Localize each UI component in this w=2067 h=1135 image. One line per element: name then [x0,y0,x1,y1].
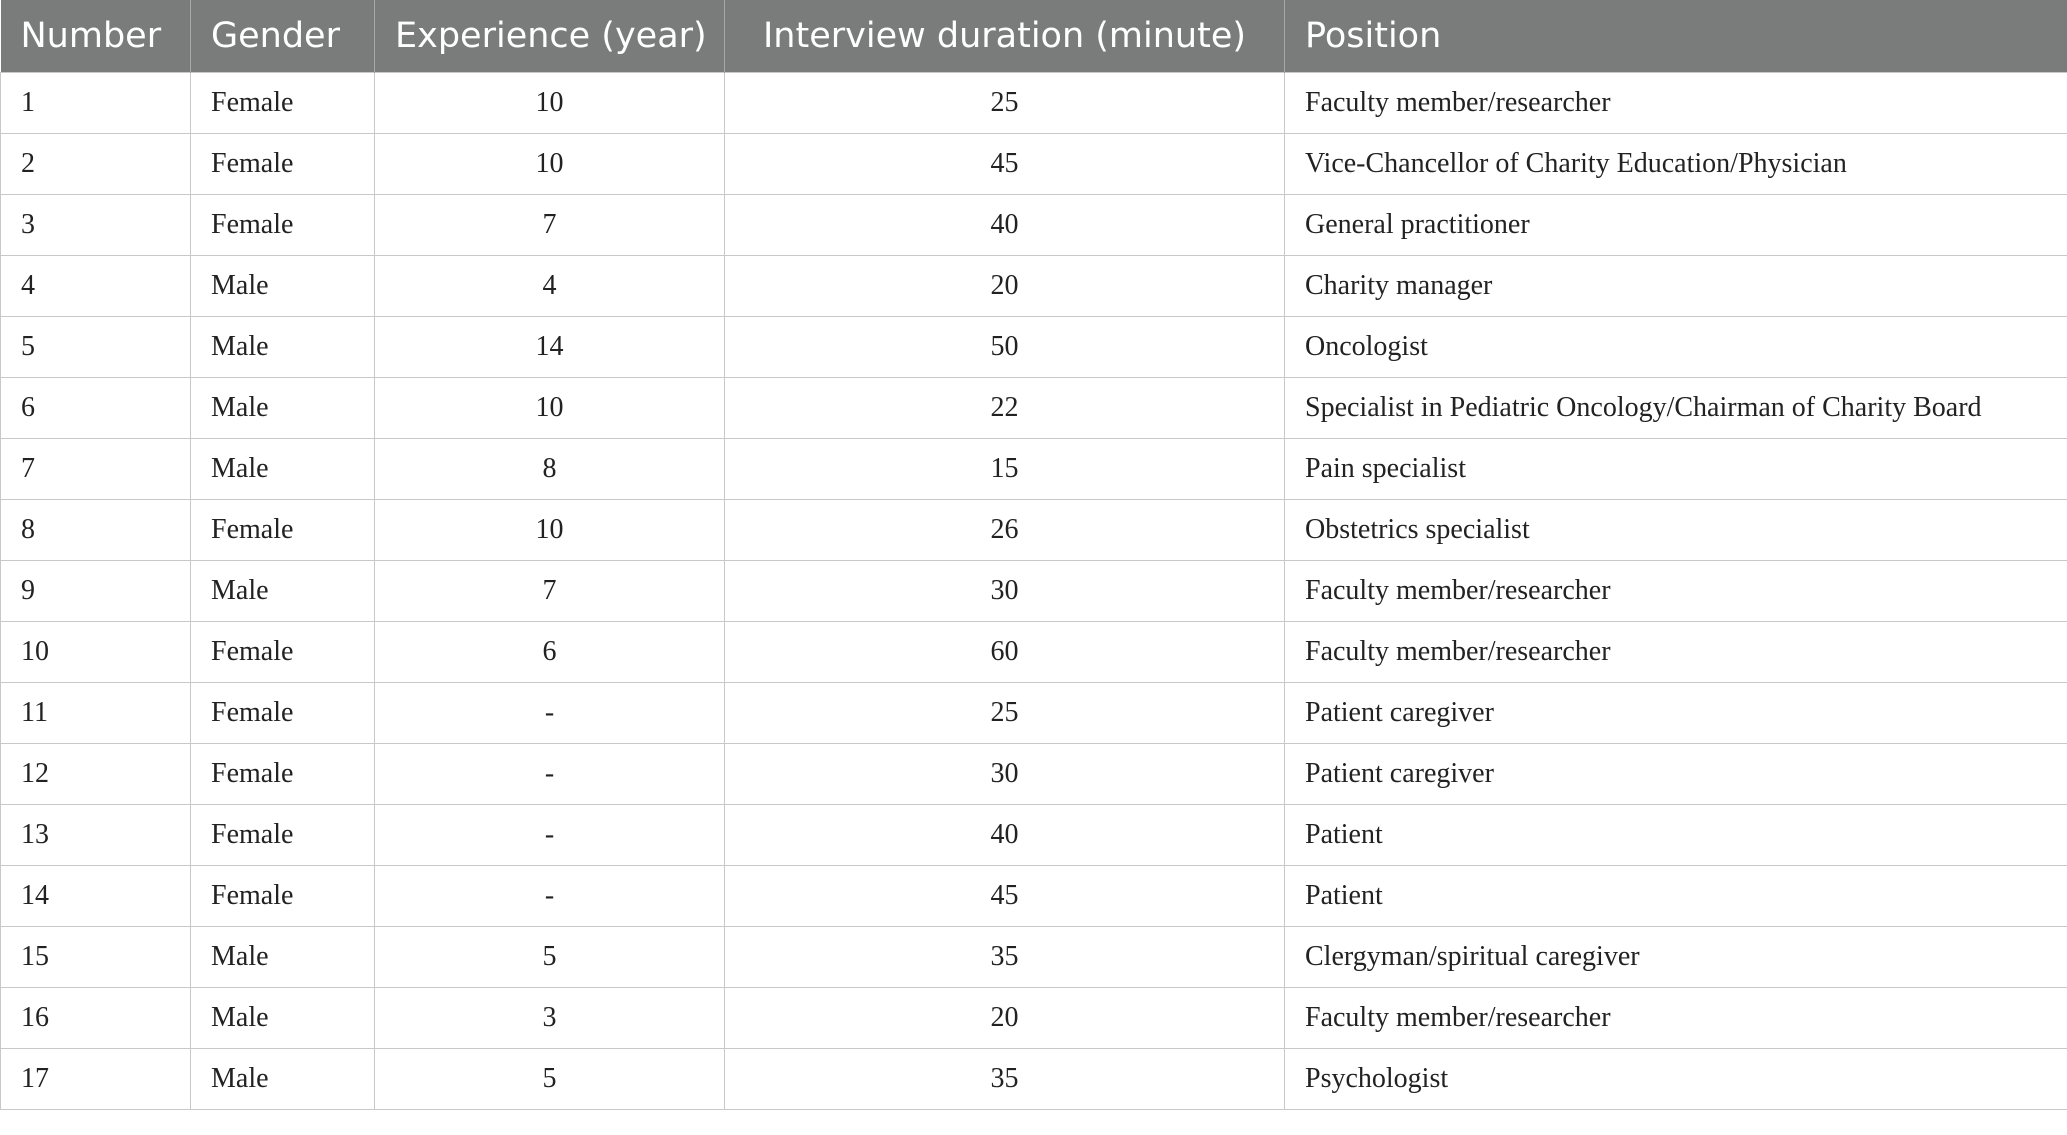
cell-position: Patient caregiver [1285,683,2067,744]
table-body [1,73,2067,1110]
cell-interview-duration: 40 [725,195,1285,256]
table-row [1,1049,2067,1110]
table-row [1,805,2067,866]
cell-gender: Male [191,317,375,378]
table-row [1,378,2067,439]
table-row [1,744,2067,805]
cell-interview-duration: 22 [725,378,1285,439]
cell-position: Psychologist [1285,1049,2067,1110]
cell-gender: Male [191,927,375,988]
cell-position: Pain specialist [1285,439,2067,500]
cell-gender: Male [191,1049,375,1110]
cell-gender: Male [191,256,375,317]
table-row [1,500,2067,561]
cell-position: Patient [1285,866,2067,927]
cell-number: 9 [1,561,191,622]
table-row [1,195,2067,256]
table-row [1,561,2067,622]
cell-number: 2 [1,134,191,195]
cell-interview-duration: 15 [725,439,1285,500]
cell-experience: - [375,805,725,866]
cell-experience: 5 [375,1049,725,1110]
cell-experience: 7 [375,195,725,256]
header-row [1,0,2067,73]
cell-position: Clergyman/spiritual caregiver [1285,927,2067,988]
cell-gender: Male [191,561,375,622]
cell-experience: - [375,744,725,805]
cell-number: 4 [1,256,191,317]
cell-number: 14 [1,866,191,927]
header-experience: Experience (year) [375,0,725,73]
cell-experience: - [375,866,725,927]
cell-experience: 4 [375,256,725,317]
cell-interview-duration: 25 [725,73,1285,134]
table-row [1,73,2067,134]
cell-position: Charity manager [1285,256,2067,317]
cell-interview-duration: 50 [725,317,1285,378]
table-row [1,988,2067,1049]
cell-experience: 10 [375,73,725,134]
cell-gender: Female [191,866,375,927]
cell-experience: 10 [375,378,725,439]
cell-experience: 7 [375,561,725,622]
cell-number: 1 [1,73,191,134]
cell-gender: Female [191,805,375,866]
cell-number: 13 [1,805,191,866]
cell-position: Oncologist [1285,317,2067,378]
cell-number: 16 [1,988,191,1049]
table-row [1,683,2067,744]
cell-interview-duration: 30 [725,744,1285,805]
header-position: Position [1285,0,2067,73]
table-row [1,439,2067,500]
cell-interview-duration: 35 [725,1049,1285,1110]
cell-experience: - [375,683,725,744]
cell-interview-duration: 35 [725,927,1285,988]
cell-position: Vice-Chancellor of Charity Education/Physician [1285,134,2067,195]
cell-experience: 8 [375,439,725,500]
cell-experience: 3 [375,988,725,1049]
cell-gender: Female [191,73,375,134]
header-number: Number [1,0,191,73]
table-row [1,927,2067,988]
table-header [1,0,2067,73]
cell-interview-duration: 26 [725,500,1285,561]
cell-interview-duration: 20 [725,988,1285,1049]
cell-gender: Female [191,744,375,805]
table-row [1,317,2067,378]
cell-gender: Male [191,439,375,500]
table-row [1,622,2067,683]
cell-experience: 14 [375,317,725,378]
cell-number: 3 [1,195,191,256]
cell-gender: Female [191,500,375,561]
cell-gender: Female [191,195,375,256]
cell-position: Faculty member/researcher [1285,988,2067,1049]
cell-interview-duration: 30 [725,561,1285,622]
cell-interview-duration: 40 [725,805,1285,866]
cell-experience: 6 [375,622,725,683]
cell-number: 15 [1,927,191,988]
cell-experience: 10 [375,500,725,561]
cell-position: Patient [1285,805,2067,866]
cell-gender: Male [191,378,375,439]
cell-position: Faculty member/researcher [1285,73,2067,134]
cell-experience: 10 [375,134,725,195]
cell-interview-duration: 45 [725,866,1285,927]
table-row [1,134,2067,195]
table-row [1,256,2067,317]
cell-position: Specialist in Pediatric Oncology/Chairman of Charity Board [1285,378,2067,439]
cell-number: 8 [1,500,191,561]
table-row [1,866,2067,927]
cell-interview-duration: 45 [725,134,1285,195]
cell-number: 5 [1,317,191,378]
cell-gender: Female [191,683,375,744]
cell-gender: Female [191,134,375,195]
cell-position: Patient caregiver [1285,744,2067,805]
header-interview-duration: Interview duration (minute) [725,0,1285,73]
cell-position: Faculty member/researcher [1285,561,2067,622]
cell-experience: 5 [375,927,725,988]
cell-interview-duration: 25 [725,683,1285,744]
cell-number: 12 [1,744,191,805]
cell-gender: Male [191,988,375,1049]
cell-number: 17 [1,1049,191,1110]
cell-number: 10 [1,622,191,683]
cell-gender: Female [191,622,375,683]
cell-position: Obstetrics specialist [1285,500,2067,561]
cell-position: Faculty member/researcher [1285,622,2067,683]
header-gender: Gender [191,0,375,73]
cell-number: 6 [1,378,191,439]
cell-position: General practitioner [1285,195,2067,256]
cell-interview-duration: 60 [725,622,1285,683]
cell-interview-duration: 20 [725,256,1285,317]
cell-number: 7 [1,439,191,500]
cell-number: 11 [1,683,191,744]
